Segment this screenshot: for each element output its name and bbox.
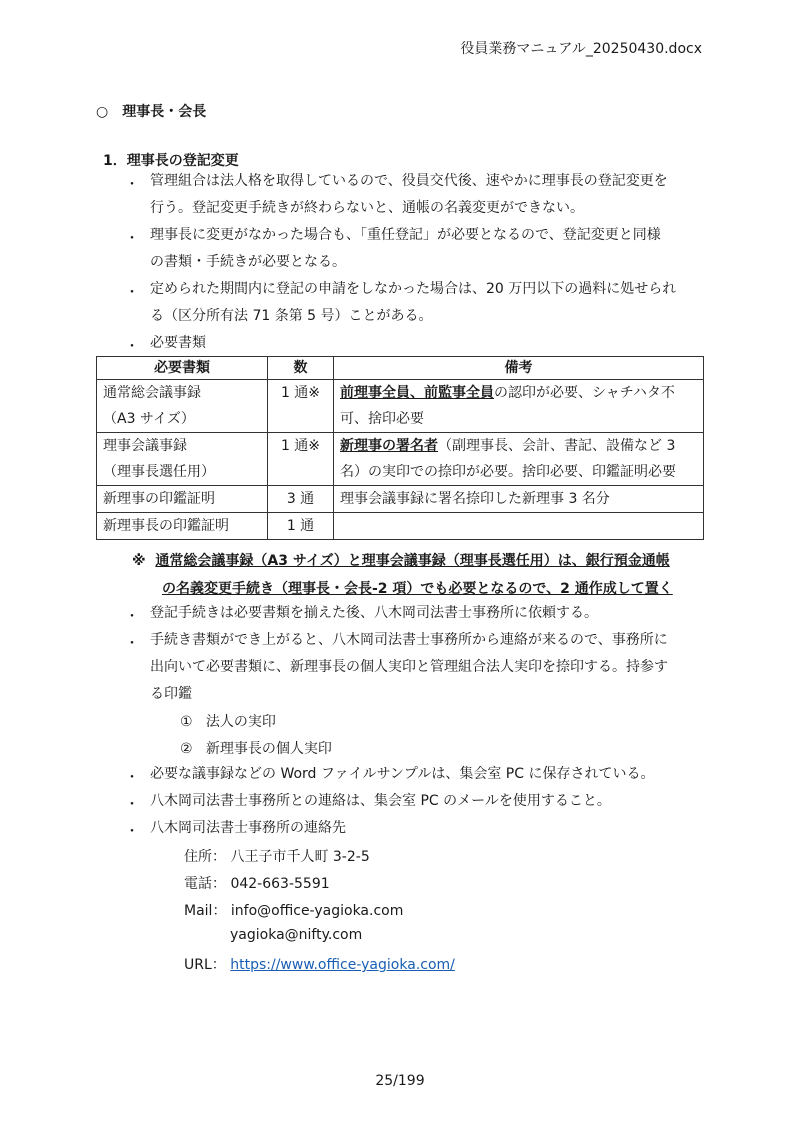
phone-label: 電話： xyxy=(184,876,226,892)
text-line: 行う。登記変更手続きが終わらないと、通帳の名義変更ができない。 xyxy=(150,200,584,216)
page-number: 25/199 xyxy=(375,1073,425,1089)
mail-value: info@office-yagioka.com xyxy=(230,903,404,919)
table-header-cell: 必要書類 xyxy=(97,357,268,380)
bullet-paragraph-8 xyxy=(150,788,611,815)
text-line: 出向いて必要書類に、新理事長の個人実印と管理組合法人実印を捺印する。持参す xyxy=(150,659,668,675)
text-line: 必要書類 xyxy=(150,335,206,351)
circled-number: ① xyxy=(180,714,193,730)
seal-label: 新理事長の個人実印 xyxy=(205,741,332,757)
mail-value: yagioka@nifty.com xyxy=(230,927,363,943)
bullet-paragraph-7 xyxy=(150,761,654,788)
subsection-title: 1．理事長の登記変更 xyxy=(103,153,239,169)
text-line: 登記手続きは必要書類を揃えた後、八木岡司法書士事務所に依頼する。 xyxy=(150,605,598,621)
document-filename: 役員業務マニュアル_20250430.docx xyxy=(460,41,702,57)
remark-text: （副理事長、会計、書記、設備など 3 xyxy=(438,438,676,454)
table-cell: 新理事の印鑑証明 xyxy=(97,486,268,513)
seal-label: 法人の実印 xyxy=(205,714,276,730)
table-cell: 1 通 xyxy=(268,513,334,540)
address-value: 八王子市千人町 3-2-5 xyxy=(230,849,370,865)
emphasis-text: 新理事の署名者 xyxy=(340,438,438,454)
contact-phone xyxy=(184,873,330,893)
table-header-cell: 備考 xyxy=(334,357,704,380)
remark-text: の認印が必要、シャチハタ不 xyxy=(494,385,675,401)
bullet-paragraph-1 xyxy=(150,168,668,222)
remark-text: 名）の実印での捺印が必要。捨印必要、印鑑証明必要 xyxy=(340,464,676,480)
emphasis-text: 前理事全員、前監事全員 xyxy=(340,385,494,401)
bullet-marker: ・ xyxy=(125,609,139,625)
contact-mail xyxy=(184,900,403,920)
doc-name: 理事会議事録 xyxy=(103,438,187,454)
contact-mail-2 xyxy=(230,927,362,943)
section-title: ○ 理事長・会長 xyxy=(96,104,207,120)
table-header-row xyxy=(97,357,704,380)
bullet-paragraph-5 xyxy=(150,600,598,627)
address-label: 住所： xyxy=(184,849,226,865)
text-line: 必要な議事録などの Word ファイルサンプルは、集会室 PC に保存されている。 xyxy=(150,766,655,782)
contact-url xyxy=(184,954,455,974)
seal-item-1 xyxy=(180,711,276,731)
text-line: 手続き書類ができ上がると、八木岡司法書士事務所から連絡が来るので、事務所に xyxy=(150,632,668,648)
table-cell: 理事会議事録に署名捺印した新理事 3 名分 xyxy=(334,486,704,513)
bullet-marker: ・ xyxy=(125,231,139,247)
text-line: の書類・手続きが必要となる。 xyxy=(150,254,346,270)
table-cell xyxy=(97,433,268,486)
phone-value: 042-663-5591 xyxy=(230,876,330,892)
table-row xyxy=(97,486,704,513)
table-cell xyxy=(97,380,268,433)
doc-name-sub: （A3 サイズ） xyxy=(103,411,195,427)
text-line: る（区分所有法 71 条第 5 号）ことがある。 xyxy=(150,308,433,324)
bullet-paragraph-9 xyxy=(150,815,346,842)
table-cell xyxy=(334,380,704,433)
bullet-paragraph-6 xyxy=(150,627,668,708)
important-note xyxy=(132,547,673,603)
table-cell xyxy=(334,433,704,486)
doc-name: 通常総会議事録 xyxy=(103,385,201,401)
table-cell: 1 通※ xyxy=(268,380,334,433)
text-line: 八木岡司法書士事務所の連絡先 xyxy=(150,820,346,836)
bullet-paragraph-4 xyxy=(150,330,206,357)
bullet-paragraph-2 xyxy=(150,222,661,276)
text-line: 管理組合は法人格を取得しているので、役員交代後、速やかに理事長の登記変更を xyxy=(150,173,668,189)
circled-number: ② xyxy=(180,741,193,757)
table-cell: 3 通 xyxy=(268,486,334,513)
bullet-marker: ・ xyxy=(125,824,139,840)
bullet-marker: ・ xyxy=(125,797,139,813)
seal-item-2 xyxy=(180,738,332,758)
bullet-marker: ・ xyxy=(125,339,139,355)
note-line: 通常総会議事録（A3 サイズ）と理事会議事録（理事長選任用）は、銀行預金通帳 xyxy=(155,553,670,569)
text-line: 理事長に変更がなかった場合も、「重任登記」が必要となるので、登記変更と同様 xyxy=(150,227,661,243)
bullet-paragraph-3 xyxy=(150,276,676,330)
table-cell: 新理事長の印鑑証明 xyxy=(97,513,268,540)
table-header-cell: 数 xyxy=(268,357,334,380)
text-line: 定められた期間内に登記の申請をしなかった場合は、20 万円以下の過料に処せられ xyxy=(150,281,677,297)
required-documents-table xyxy=(96,356,704,540)
table-cell: 1 通※ xyxy=(268,433,334,486)
bullet-marker: ・ xyxy=(125,177,139,193)
text-line: 八木岡司法書士事務所との連絡は、集会室 PC のメールを使用すること。 xyxy=(150,793,611,809)
mail-label: Mail： xyxy=(184,903,227,919)
website-link[interactable]: https://www.office-yagioka.com/ xyxy=(230,957,455,973)
bullet-marker: ・ xyxy=(125,770,139,786)
table-cell xyxy=(334,513,704,540)
remark-text: 可、捨印必要 xyxy=(340,411,424,427)
bullet-marker: ・ xyxy=(125,636,139,652)
table-row xyxy=(97,433,704,486)
note-line: の名義変更手続き（理事長・会長-2 項）でも必要となるので、2 通作成して置く xyxy=(162,581,673,597)
url-label: URL： xyxy=(184,957,226,973)
doc-name-sub: （理事長選任用） xyxy=(103,464,215,480)
table-row xyxy=(97,513,704,540)
text-line: る印鑑 xyxy=(150,686,192,702)
table-row xyxy=(97,380,704,433)
bullet-marker: ・ xyxy=(125,285,139,301)
note-mark: ※ xyxy=(132,553,146,569)
contact-address xyxy=(184,846,370,866)
